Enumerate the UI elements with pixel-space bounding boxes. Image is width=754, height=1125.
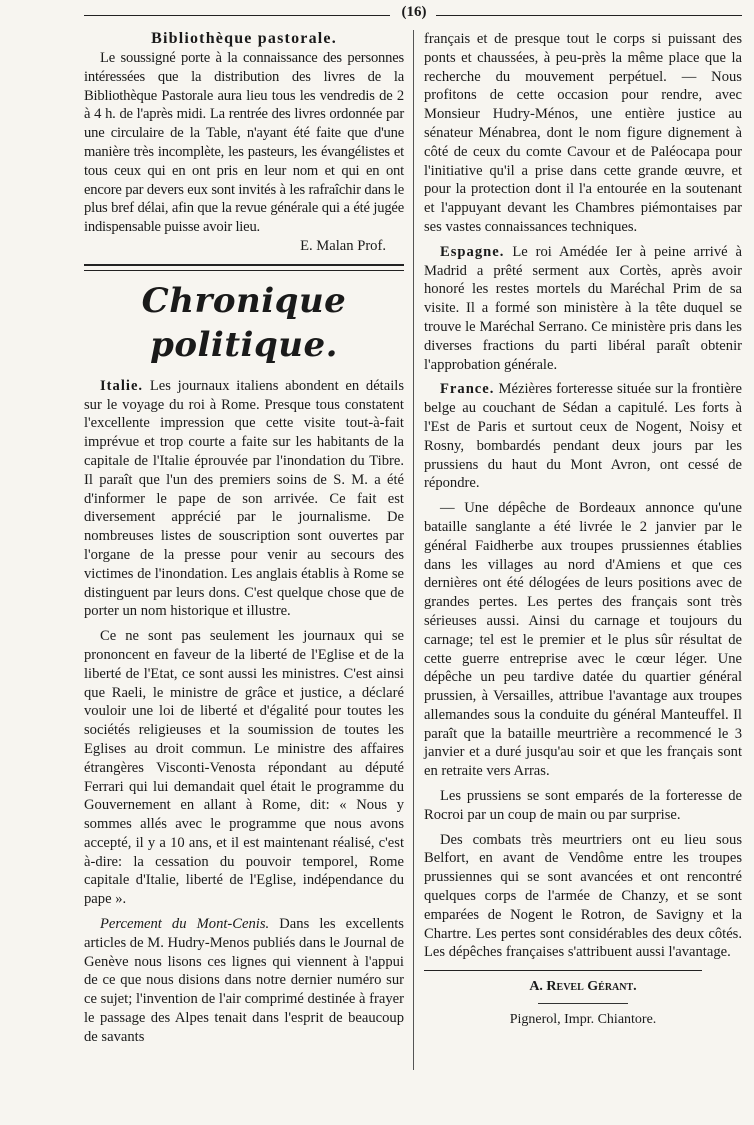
left-column [84, 30, 404, 1047]
gerant-signature: A. Revel Gérant. [529, 979, 637, 995]
france-text-1: Mézières forteresse située sur la frontière belge au couchant de Sédan a capitulé. Les forts à l'Est de Paris et surtout ceux de Nogent, Noisy et Rosny, bombardés pendant deux jours par les prussiens du haut du Mont Avron, ont cessé de répondre. [424, 381, 742, 492]
espagne-text: Le roi Amédée Ier à peine arrivé à Madrid a prêté serment aux Cortès, après avoir honoré les restes mortels du Maréchal Prim de sa visite. Il a formé son ministère à la tête duquel se trouve le Maréchal Serrano. Ce ministère pris dans les diverses fractions du parti libéral paraît obtenir l'approbation générale. [424, 243, 742, 373]
chronique-title: Chronique politique. [141, 280, 347, 365]
biblio-title: Bibliothèque pastorale. [151, 30, 337, 47]
page-number: (16) [401, 4, 427, 20]
imprint-rule [538, 1003, 628, 1004]
printer-imprint: Pignerol, Impr. Chiantore. [509, 1012, 657, 1028]
italie-heading: Italie. [100, 377, 144, 394]
header-rule-left [84, 15, 390, 16]
footer-rule [424, 970, 702, 971]
percement-text: Dans les excellents articles de M. Hudry-Menos publiés dans le Journal de Genève nous lisons ces lignes qui viennent à l'appui de ce que nous disions dans notre dernier numéro sur ce sujet; l'invention de l'air comprimé destinée à frayer le passage des Alpes tenait dans l'esprit de beaucoup de savants [84, 916, 404, 1045]
france-paragraph-3: Les prussiens se sont emparés de la forteresse de Rocroi par un coup de main ou par surprise. [424, 788, 742, 823]
espagne-heading: Espagne. [440, 243, 505, 260]
right-column [424, 30, 742, 1028]
espagne-paragraph [424, 243, 742, 375]
france-paragraph-4: Des combats très meurtriers ont eu lieu sous Belfort, en avant de Vendôme entre les troupes prussiennes qui se sont avancées et ont rencontré quelques corps de l'armée de Chanzy, et se sont emparées de Nogent le Rotron, de Savigny et la Chartre. Les pertes sont considérables des deux côtés. Les dépêches françaises s'attribuent aussi l'avantage. [424, 831, 742, 961]
france-paragraph-1 [424, 380, 742, 493]
biblio-paragraph: Le soussigné porte à la connaissance des personnes intéressées que la distribution des livres de la Bibliothèque Pastorale aura lieu tous les vendredis de 2 à 4 h. de l'après midi. La rentrée des livres ordonnée par une circulaire de la Table, n'ayant été faite que d'une manière très incomplète, les pasteurs, les évangélistes et tous ceux qui en ont pris en leur nom et qui en ont encore par devers eux sont invités à les rafraîchir dans le plus bref délai, afin que la revue générale qui a été jugée indispensable puisse avoir lieu. [84, 50, 404, 236]
percement-paragraph [84, 915, 404, 1047]
section-divider [84, 264, 404, 271]
biblio-signature: E. Malan Prof. [300, 237, 386, 254]
header-rule-right [436, 15, 742, 16]
page-header [84, 4, 742, 24]
continued-paragraph: français et de presque tout le corps si puissant des ponts et chaussées, à peu-près la même place que la recherche du mouvement perpétuel. — Nous profitons de cette occasion pour rendre, avec Monsieur Hudry-Ménos, une entière justice au sénateur Ménabrea, dont le nom figure dignement à côté de ceux du comte Cavour et de Paléocapa pour l'initiative qu'il a prise dans cette grande œuvre, et pour la protection dont il l'a entourée en la soutenant et l'appuyant devant les Chambres piémontaises par ses vastes connaissances techniques. [424, 31, 742, 235]
france-heading: France. [440, 381, 495, 398]
italie-text-1: Les journaux italiens abondent en détails sur le voyage du roi à Rome. Presque tous constatent l'excellente impression que cette visite tout-à-fait imprévue et trop courte a faite sur les habitants de la capitale de l'Italie éprouvée par l'inondation du Tibre. Il paraît que l'un des premiers soins de S. M. a été d'informer le pape de son arrivée. Ce fait est diversement apprécié par le journalisme. De nombreuses listes de souscription sont ouvertes par l'organe de la presse pour venir au secours des victimes de l'inondation. Les anglais établis à Rome se distinguent par leurs dons. C'est quelque chose que de porter un nom historique et illustre. [84, 377, 404, 620]
italie-paragraph-2: Ce ne sont pas seulement les journaux qui se prononcent en faveur de la liberté de l'Eglise et de la liberté de l'Etat, ce sont aussi les ministres. C'est ainsi que Raeli, le ministre de grâce et justice, a déclaré vouloir une loi de liberté et d'égalité pour toutes les sociétés religieuses et la soumission de toutes les Eglises au droit commun. Le ministre des affaires étrangères Visconti-Venosta répondant au député Ferrari qui lui demandait quel était le programme du Gouvernement en allant à Rome, dit: « Nous y sommes allés avec le programme que nous avons accepté, il y a 10 ans, et il est maintenant réalisé, c'est à-dire: la cessation du pouvoir temporel, Rome capitale d'Italie, liberté de l'Eglise, indépendance du pape ». [84, 628, 404, 908]
percement-heading: Percement du Mont-Cenis. [100, 916, 270, 933]
column-divider [413, 30, 414, 1070]
france-paragraph-2: — Une dépêche de Bordeaux annonce qu'une bataille sanglante a été livrée le 2 janvier par le général Faidherbe aux troupes prussiennes établies dans les villages au nord d'Amiens et que ces dernières ont été délogées de leurs positions avec de grandes pertes. Les pertes des français sont très sérieuses aussi. Ainsi du carnage et toujours du carnage; tel est le premier et le plus sûr résultat de cette guerre entreprise avec le cœur léger. Une dépêche un peu tardive datée du quartier général prussien, à Versailles, attribue l'avantage aux troupes allemandes sous la conduite du général Manteuffel. Il paraît que la bataille meurtrière a recommencé le 3 janvier et a duré jusqu'au soir et que les français sont en retraite vers Arras. [424, 500, 742, 780]
italie-paragraph-1 [84, 377, 404, 621]
